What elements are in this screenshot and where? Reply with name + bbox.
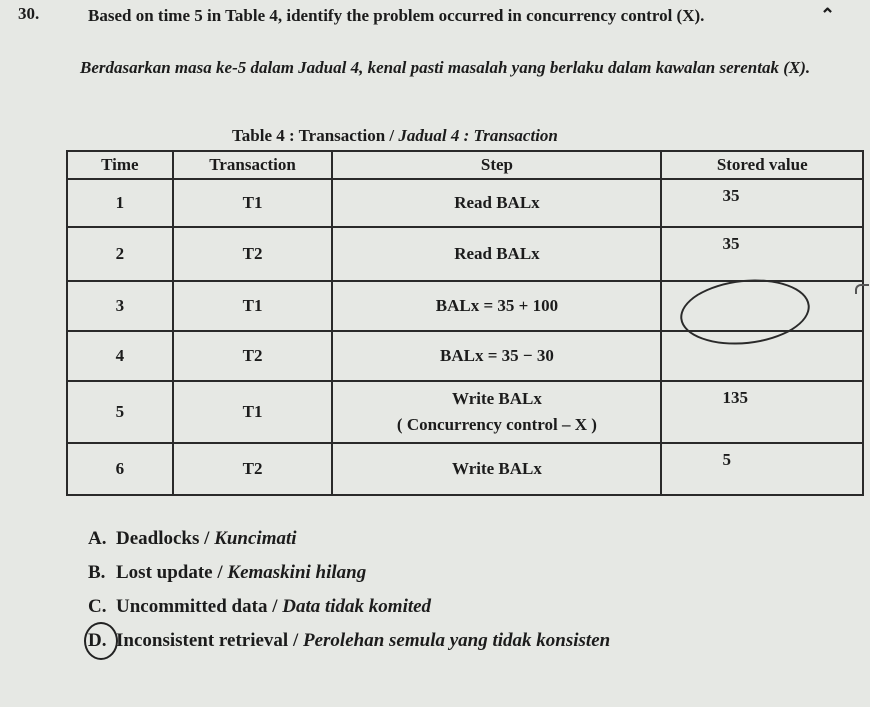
option-letter: B. [88,562,106,583]
header-time: Time [67,151,173,179]
cell-time: 6 [67,443,173,495]
cell-step: BALx = 35 − 30 [332,331,661,381]
option-text-ms: Kuncimati [214,528,297,549]
question-text-malay: Berdasarkan masa ke-5 dalam Jadual 4, kenal pasti masalah yang berlaku dalam kawalan serentak (X). [80,58,811,77]
cell-time: 5 [67,381,173,443]
header-transaction: Transaction [173,151,333,179]
option-c[interactable] [88,590,610,624]
cell-transaction: T2 [173,227,333,281]
pencil-mark [855,284,869,294]
table-caption-italic: Jadual 4 : Transaction [398,126,558,145]
cell-step: BALx = 35 + 100 [332,281,661,331]
option-b[interactable] [88,556,610,590]
table-row [67,179,863,227]
option-text-ms: Perolehan semula yang tidak konsisten [303,630,611,651]
table-row [67,443,863,495]
header-stored-value: Stored value [661,151,863,179]
cell-transaction: T1 [173,281,333,331]
option-letter: D. [88,630,107,651]
cell-step: Read BALx [332,179,661,227]
cell-step: Write BALx [332,443,661,495]
option-letter: C. [88,596,107,617]
cell-step-line2: ( Concurrency control – X ) [396,415,597,434]
option-text-en: Uncommitted data / [116,596,283,617]
cell-stored: 35 [661,227,863,281]
cell-transaction: T2 [173,443,333,495]
table-header-row [67,151,863,179]
cell-stored: 35 [661,179,863,227]
cell-time: 4 [67,331,173,381]
cell-transaction: T1 [173,381,333,443]
cell-time: 3 [67,281,173,331]
table-row [67,227,863,281]
cell-step: Read BALx [332,227,661,281]
table-caption-prefix: Table 4 : Transaction / [232,126,399,145]
cell-time: 1 [67,179,173,227]
header-step: Step [332,151,661,179]
cell-stored: 135 [661,381,863,443]
table-row [67,381,863,443]
cell-step [332,381,661,443]
question-text-english: Based on time 5 in Table 4, identify the problem occurred in concurrency control (X). [88,6,705,25]
table-caption [232,126,558,146]
cell-transaction: T1 [173,179,333,227]
cell-transaction: T2 [173,331,333,381]
option-text-en: Inconsistent retrieval / [116,630,303,651]
handwritten-tick-mark: ⌃ [820,5,836,25]
answer-options [88,522,610,658]
selected-answer-circle [84,622,118,660]
cell-step-line1: Write BALx [452,389,542,408]
option-a[interactable] [88,522,610,556]
option-d[interactable] [88,624,610,658]
option-letter: A. [88,528,107,549]
option-text-ms: Data tidak komited [282,596,432,617]
cell-time: 2 [67,227,173,281]
option-text-en: Deadlocks / [116,528,215,549]
question-number: 30. [18,4,40,23]
cell-stored: 5 [661,443,863,495]
option-text-en: Lost update / [116,562,228,583]
option-text-ms: Kemaskini hilang [227,562,367,583]
